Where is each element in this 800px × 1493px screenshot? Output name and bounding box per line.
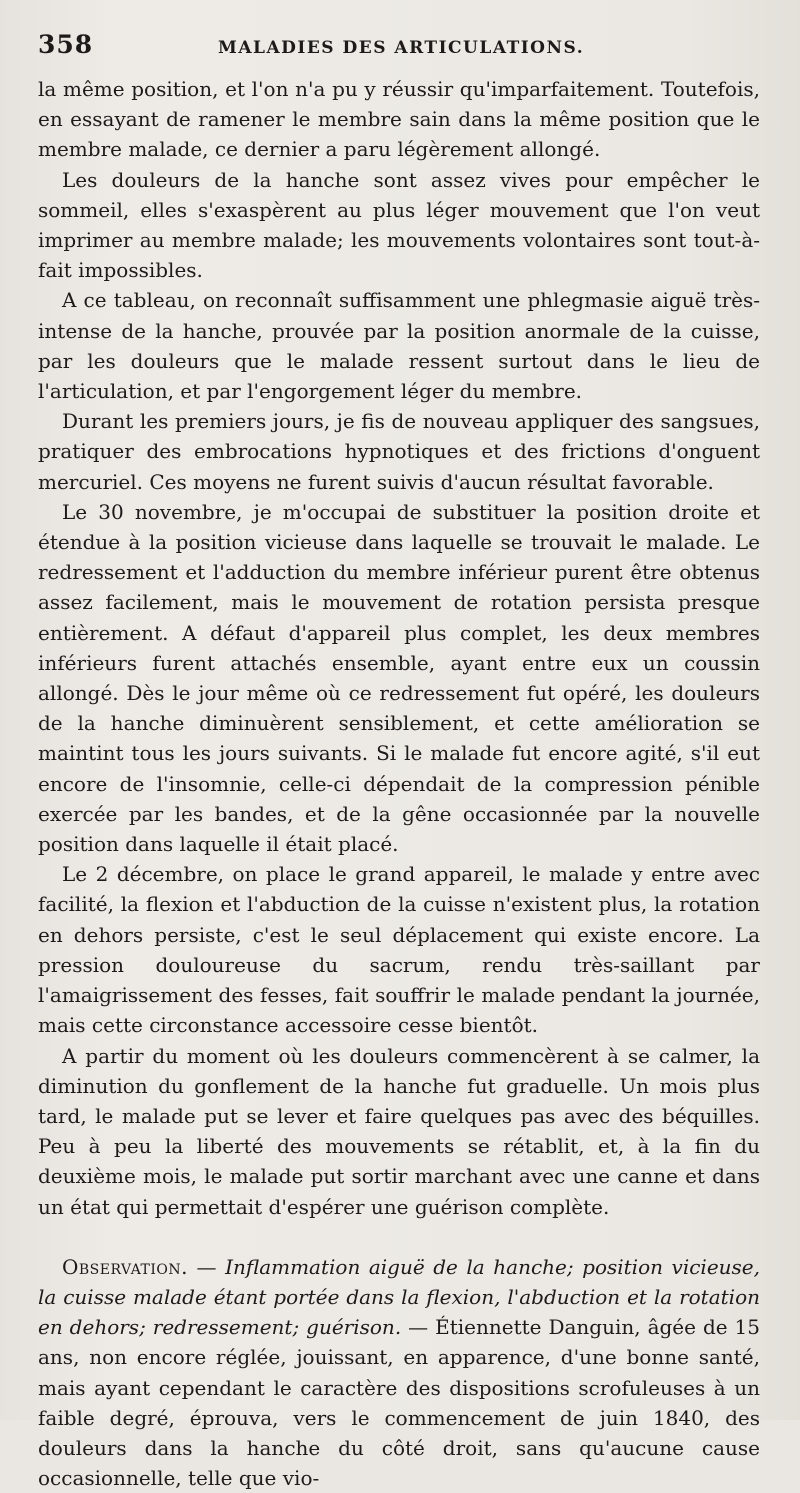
paragraph: A partir du moment où les douleurs commencèrent à se calmer, la diminution du gonflement de la hanche fut graduelle. Un mois plus tard, le malade put se lever et faire quelques pas avec des béquilles. Peu à peu la liberté des mouvements se rétablit, et, à la fin du deuxième mois, le malade put sortir marchant avec une canne et dans un état qui permettait d'espérer une guérison complète. xyxy=(38,1043,760,1219)
observation-paragraph xyxy=(38,1252,760,1493)
running-head: MALADIES DES ARTICULATIONS. xyxy=(218,38,585,58)
paragraph: A ce tableau, on reconnaît suffisamment une phlegmasie aiguë très-intense de la hanche, prouvée par la position anormale de la cuisse, par les douleurs que le malade ressent surtout dans le lieu de l'articulation, et par l'engorgement léger du membre. xyxy=(38,288,760,404)
paragraph: Durant les premiers jours, je fis de nouveau appliquer des sangsues, pratiquer des embrocations hypnotiques et des frictions d'onguent mercuriel. Ces moyens ne furent suivis d'aucun résultat favorable. xyxy=(38,409,760,494)
paragraph: Le 2 décembre, on place le grand appareil, le malade y entre avec facilité, la flexion et l'abduction de la cuisse n'existent plus, la rotation en dehors persiste, c'est le seul déplacement qui existe encore. La pression douloureuse du sacrum, rendu très-saillant par l'amaigrissement des fesses, fait souffrir le malade pendant la journée, mais cette circonstance accessoire cesse bientôt. xyxy=(38,862,760,1038)
page-number: 358 xyxy=(38,30,94,59)
page-header xyxy=(38,30,760,66)
paragraph: Le 30 novembre, je m'occupai de substituer la position droite et étendue à la position vicieuse dans laquelle se trouvait le malade. Le redressement et l'adduction du membre inférieur purent être obtenus assez facilement, mais le mouvement de rotation persista presque entièrement. A défaut d'appareil plus complet, les deux membres inférieurs furent attachés ensemble, ayant entre eux un coussin allongé. Dès le jour même où ce redressement fut opéré, les douleurs de la hanche diminuèrent sensiblement, et cette amélioration se maintint tous les jours suivants. Si le malade fut encore agité, s'il eut encore de l'insomnie, celle-ci dépendait de la compression pénible exercée par les bandes, et de la gêne occasionnée par la nouvelle position dans laquelle il était placé. xyxy=(38,499,760,857)
body-text xyxy=(38,74,760,1493)
observation-dash: — xyxy=(188,1254,226,1279)
paragraph: la même position, et l'on n'a pu y réussir qu'imparfaitement. Toutefois, en essayant de ramener le membre sain dans la même position que le membre malade, ce dernier a paru légèrement allongé. xyxy=(38,77,760,162)
observation-text: Étiennette Danguin, âgée de 15 ans, non encore réglée, jouissant, en apparence, d'une bonne santé, mais ayant cependant le caractère des dispositions scrofuleuses à un faible degré, éprouva, vers le commencement de juin 1840, des douleurs dans la hanche du côté droit, sans qu'aucune cause occasionnelle, telle que vio- xyxy=(38,1315,760,1491)
observation-dash: — xyxy=(401,1315,436,1340)
observation-label: Observation. xyxy=(62,1254,188,1279)
section-gap xyxy=(38,1222,760,1252)
paragraph: Les douleurs de la hanche sont assez vives pour empêcher le sommeil, elles s'exaspèrent au plus léger mouvement que l'on veut imprimer au membre malade; les mouvements volontaires sont tout-à-fait impossibles. xyxy=(38,167,760,283)
observation-title: Inflammation aiguë de la hanche; position vicieuse, la cuisse malade étant portée dans la flexion, l'abduction et la rotation en dehors; redressement; guérison. xyxy=(38,1254,760,1340)
